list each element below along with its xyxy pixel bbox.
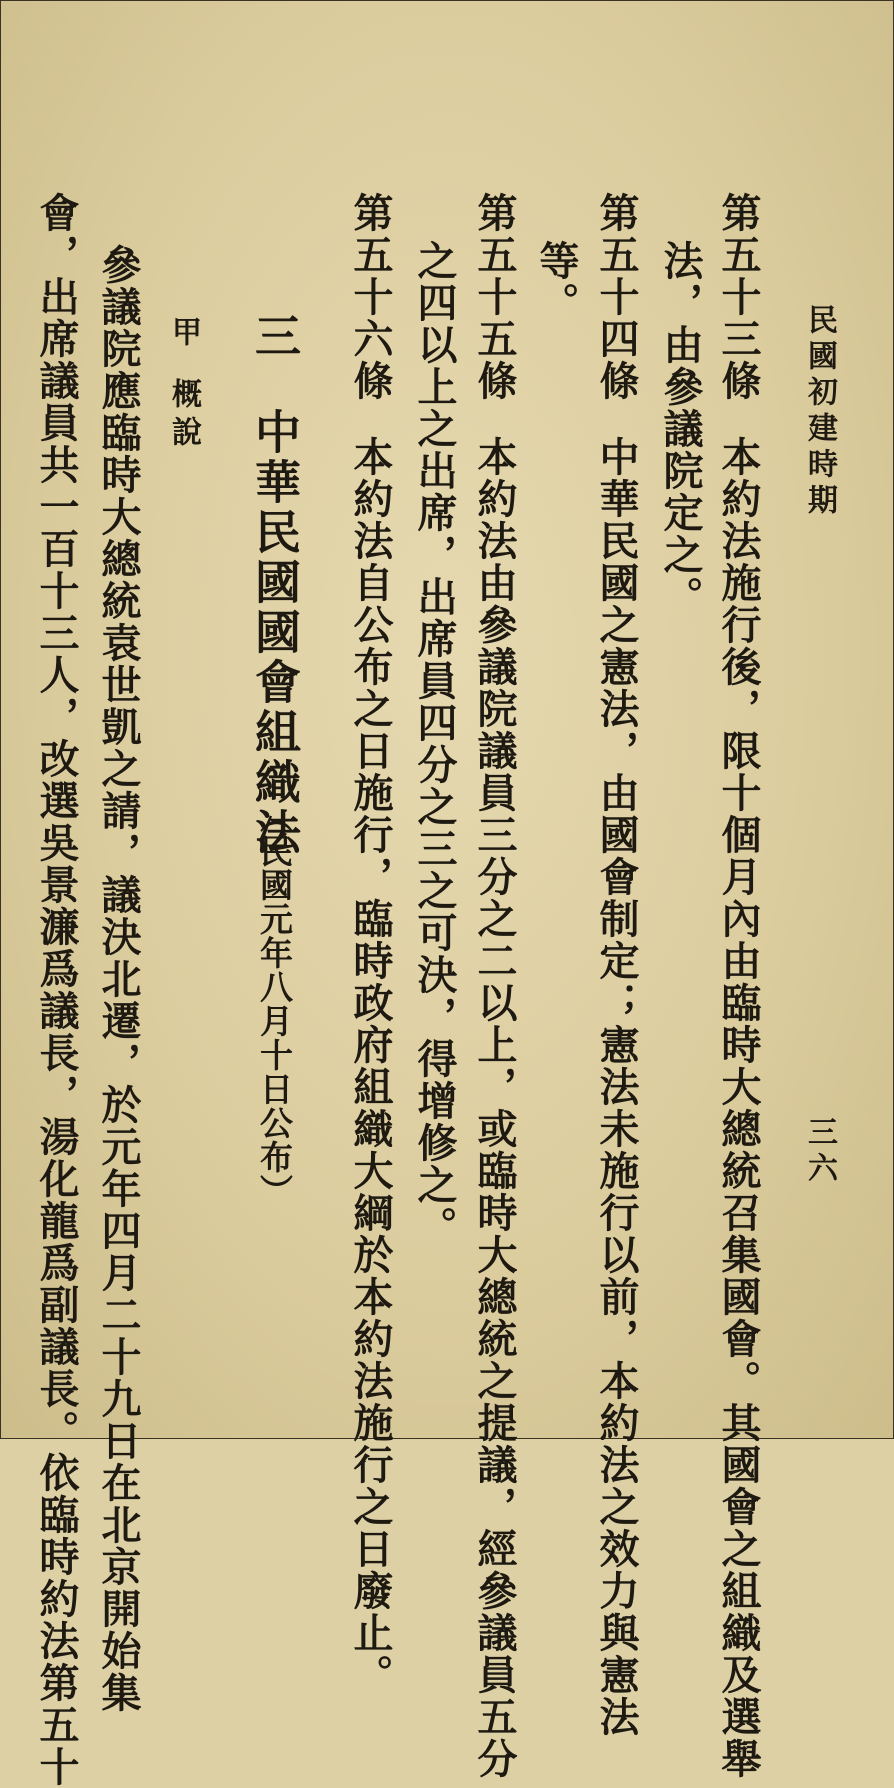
article-53-line-2: 法，由參議院定之。 <box>657 240 704 618</box>
subsection-title: 概說 <box>166 378 201 454</box>
subsection-heading <box>166 316 201 454</box>
paragraph-line-1: 參議院應臨時大總統袁世凱之請，議決北遷，於元年四月二十九日在北京開始集 <box>95 244 142 1714</box>
section-title: 中華民國國會組織法 <box>248 408 302 858</box>
article-53-number: 第五十三條 <box>715 192 762 402</box>
running-title: 民國初建時期 <box>802 304 837 520</box>
article-53-line-1 <box>715 192 762 1780</box>
article-55-line-1 <box>471 192 518 1780</box>
article-54-text: 中華民國之憲法，由國會制定；憲法未施行以前，本約法之效力與憲法 <box>593 436 640 1738</box>
article-54-number: 第五十四條 <box>593 192 640 402</box>
article-56-text: 本約法自公布之日施行，臨時政府組織大綱於本約法施行之日廢止。 <box>347 436 394 1696</box>
article-54-line-2: 等。 <box>533 240 580 324</box>
section-heading <box>248 312 302 858</box>
article-55-line-2: 之四以上之出席，出席員四分之三之可決，得增修之。 <box>411 240 458 1248</box>
article-56-line-1 <box>347 192 394 1696</box>
section-number: 三 <box>248 312 302 362</box>
article-53-text: 本約法施行後，限十個月內由臨時大總統召集國會。其國會之組織及選舉 <box>715 436 762 1780</box>
section-date: （民國元年八月十日公布） <box>255 800 294 1208</box>
article-54-line-1 <box>593 192 640 1738</box>
article-56-number: 第五十六條 <box>347 192 394 402</box>
article-55-text: 本約法由參議院議員三分之二以上，或臨時大總統之提議，經參議員五分 <box>471 436 518 1780</box>
article-55-number: 第五十五條 <box>471 192 518 402</box>
page-number: 三六 <box>802 1116 837 1188</box>
subsection-label: 甲 <box>166 316 201 354</box>
paragraph-line-2: 會，出席議員共一百十三人，改選吳景濂爲議長，湯化龍爲副議長。依臨時約法第五十 <box>33 192 80 1788</box>
